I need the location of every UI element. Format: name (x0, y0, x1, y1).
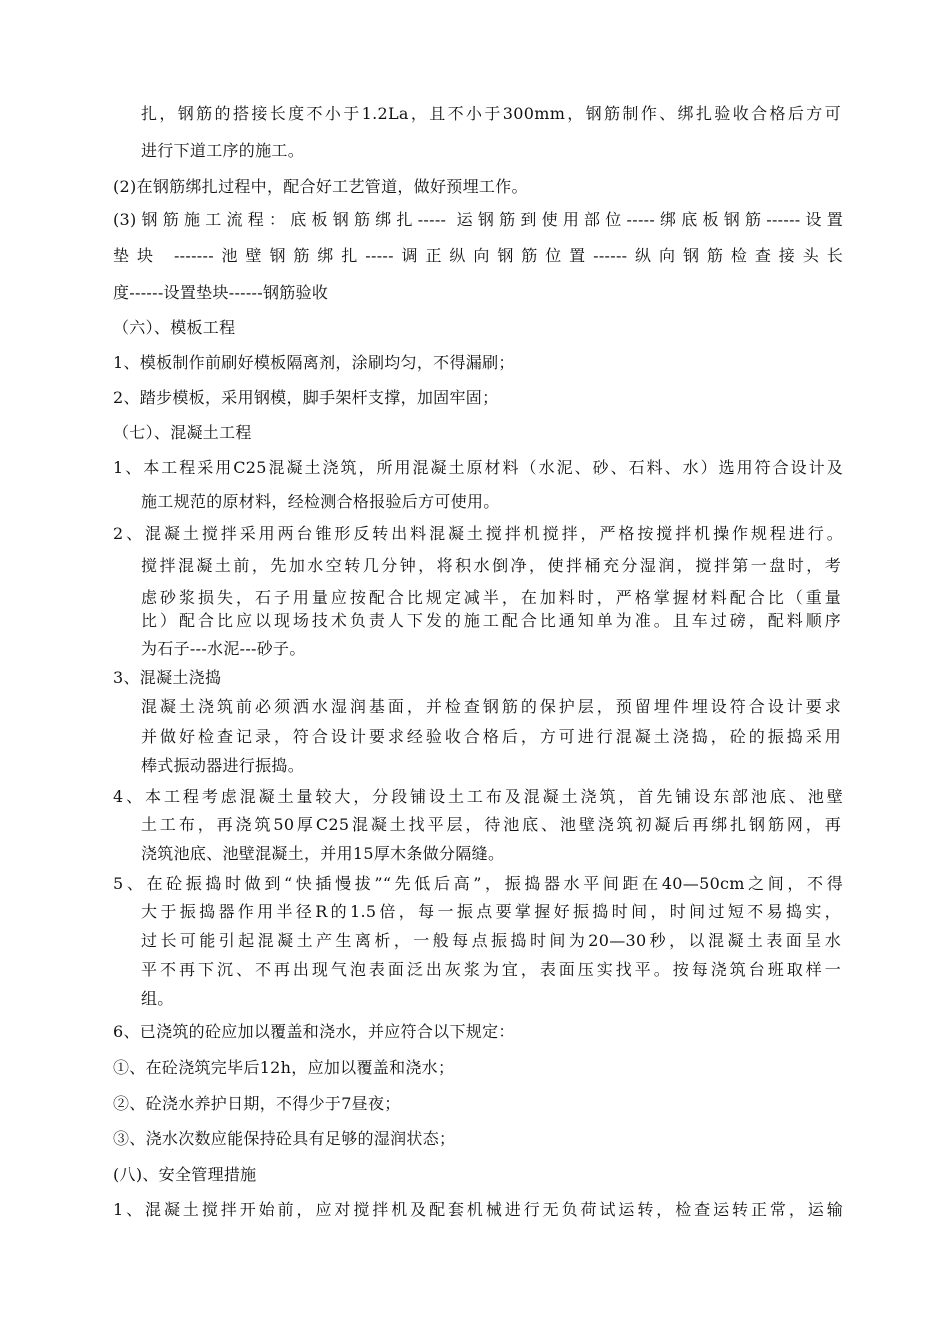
text-line-12: 施工规范的原材料，经检测合格报验后方可使用。 (141, 492, 500, 511)
text-line-18: 3、混凝土浇捣 (113, 668, 222, 687)
text-line-4: (3)钢筋施工流程：底板钢筋绑扎----- 运钢筋到使用部位-----绑底板钢筋------设置 (113, 210, 843, 229)
text-line-23: 土工布，再浇筑50厚C25混凝土找平层，待池底、池壁浇筑初凝后再绑扎钢筋网，再 (141, 815, 841, 834)
text-line-35: 1、混凝土搅拌开始前，应对搅拌机及配套机械进行无负荷试运转，检查运转正常，运输 (113, 1200, 843, 1219)
text-line-20: 并做好检查记录，符合设计要求经验收合格后，方可进行混凝土浇捣，砼的振捣采用 (141, 727, 841, 746)
section-heading-six: （六）、模板工程 (113, 318, 236, 337)
text-line-21: 棒式振动器进行振捣。 (141, 756, 305, 775)
section-heading-eight: (八)、安全管理措施 (113, 1165, 257, 1184)
text-line-22: 4、本工程考虑混凝土量较大，分段铺设土工布及混凝土浇筑，首先铺设东部池底、池壁 (113, 787, 843, 806)
text-line-26: 大于振捣器作用半径R的1.5倍，每一振点要掌握好振捣时间，时间过短不易捣实， (141, 902, 841, 921)
text-line-24: 浇筑池底、池壁混凝土，并用15厚木条做分隔缝。 (141, 844, 505, 863)
text-line-32: ②、砼浇水养护日期，不得少于7昼夜； (113, 1094, 401, 1113)
text-line-6: 度------设置垫块------钢筋验收 (113, 283, 329, 302)
text-line-2: 进行下道工序的施工。 (141, 141, 305, 160)
text-line-16: 比）配合比应以现场技术负责人下发的施工配合比通知单为准。且车过磅，配料顺序 (141, 611, 841, 630)
text-line-29: 组。 (141, 989, 174, 1008)
text-line-33: ③、浇水次数应能保持砼具有足够的湿润状态； (113, 1129, 456, 1148)
text-line-27: 过长可能引起混凝土产生离析，一般每点振捣时间为20—30秒，以混凝土表面呈水 (141, 931, 841, 950)
text-line-11: 1、本工程采用C25混凝土浇筑，所用混凝土原材料（水泥、砂、石料、水）选用符合设计及 (113, 458, 843, 477)
text-line-15: 虑砂浆损失，石子用量应按配合比规定减半，在加料时，严格掌握材料配合比（重量 (141, 588, 841, 607)
text-line-30: 6、已浇筑的砼应加以覆盖和浇水，并应符合以下规定： (113, 1022, 515, 1041)
text-line-8: 1、模板制作前刷好模板隔离剂，涂刷均匀，不得漏刷； (113, 353, 515, 372)
section-heading-seven: （七）、混凝土工程 (113, 423, 252, 442)
text-line-9: 2、踏步模板，采用钢模，脚手架杆支撑，加固牢固； (113, 388, 499, 407)
text-line-31: ①、在砼浇筑完毕后12h，应加以覆盖和浇水； (113, 1058, 455, 1077)
text-line-1: 扎，钢筋的搭接长度不小于1.2La，且不小于300mm，钢筋制作、绑扎验收合格后方可 (141, 104, 841, 123)
text-line-13: 2、混凝土搅拌采用两台锥形反转出料混凝土搅拌机搅拌，严格按搅拌机操作规程进行。 (113, 524, 843, 543)
text-line-5: 垫块 -------池壁钢筋绑扎-----调正纵向钢筋位置------纵向钢筋检查接头长 (113, 246, 843, 265)
text-line-17: 为石子---水泥---砂子。 (141, 639, 306, 658)
text-line-3: (2)在钢筋绑扎过程中，配合好工艺管道，做好预埋工作。 (113, 177, 528, 196)
text-line-25: 5、在砼振捣时做到“快插慢拔”“先低后高”，振捣器水平间距在40—50cm之间，不得 (113, 874, 843, 893)
text-line-28: 平不再下沉、不再出现气泡表面泛出灰浆为宜，表面压实找平。按每浇筑台班取样一 (141, 960, 841, 979)
text-line-19: 混凝土浇筑前必须洒水湿润基面，并检查钢筋的保护层，预留埋件埋设符合设计要求 (141, 697, 841, 716)
text-line-14: 搅拌混凝土前，先加水空转几分钟，将积水倒净，使拌桶充分湿润，搅拌第一盘时，考 (141, 556, 841, 575)
